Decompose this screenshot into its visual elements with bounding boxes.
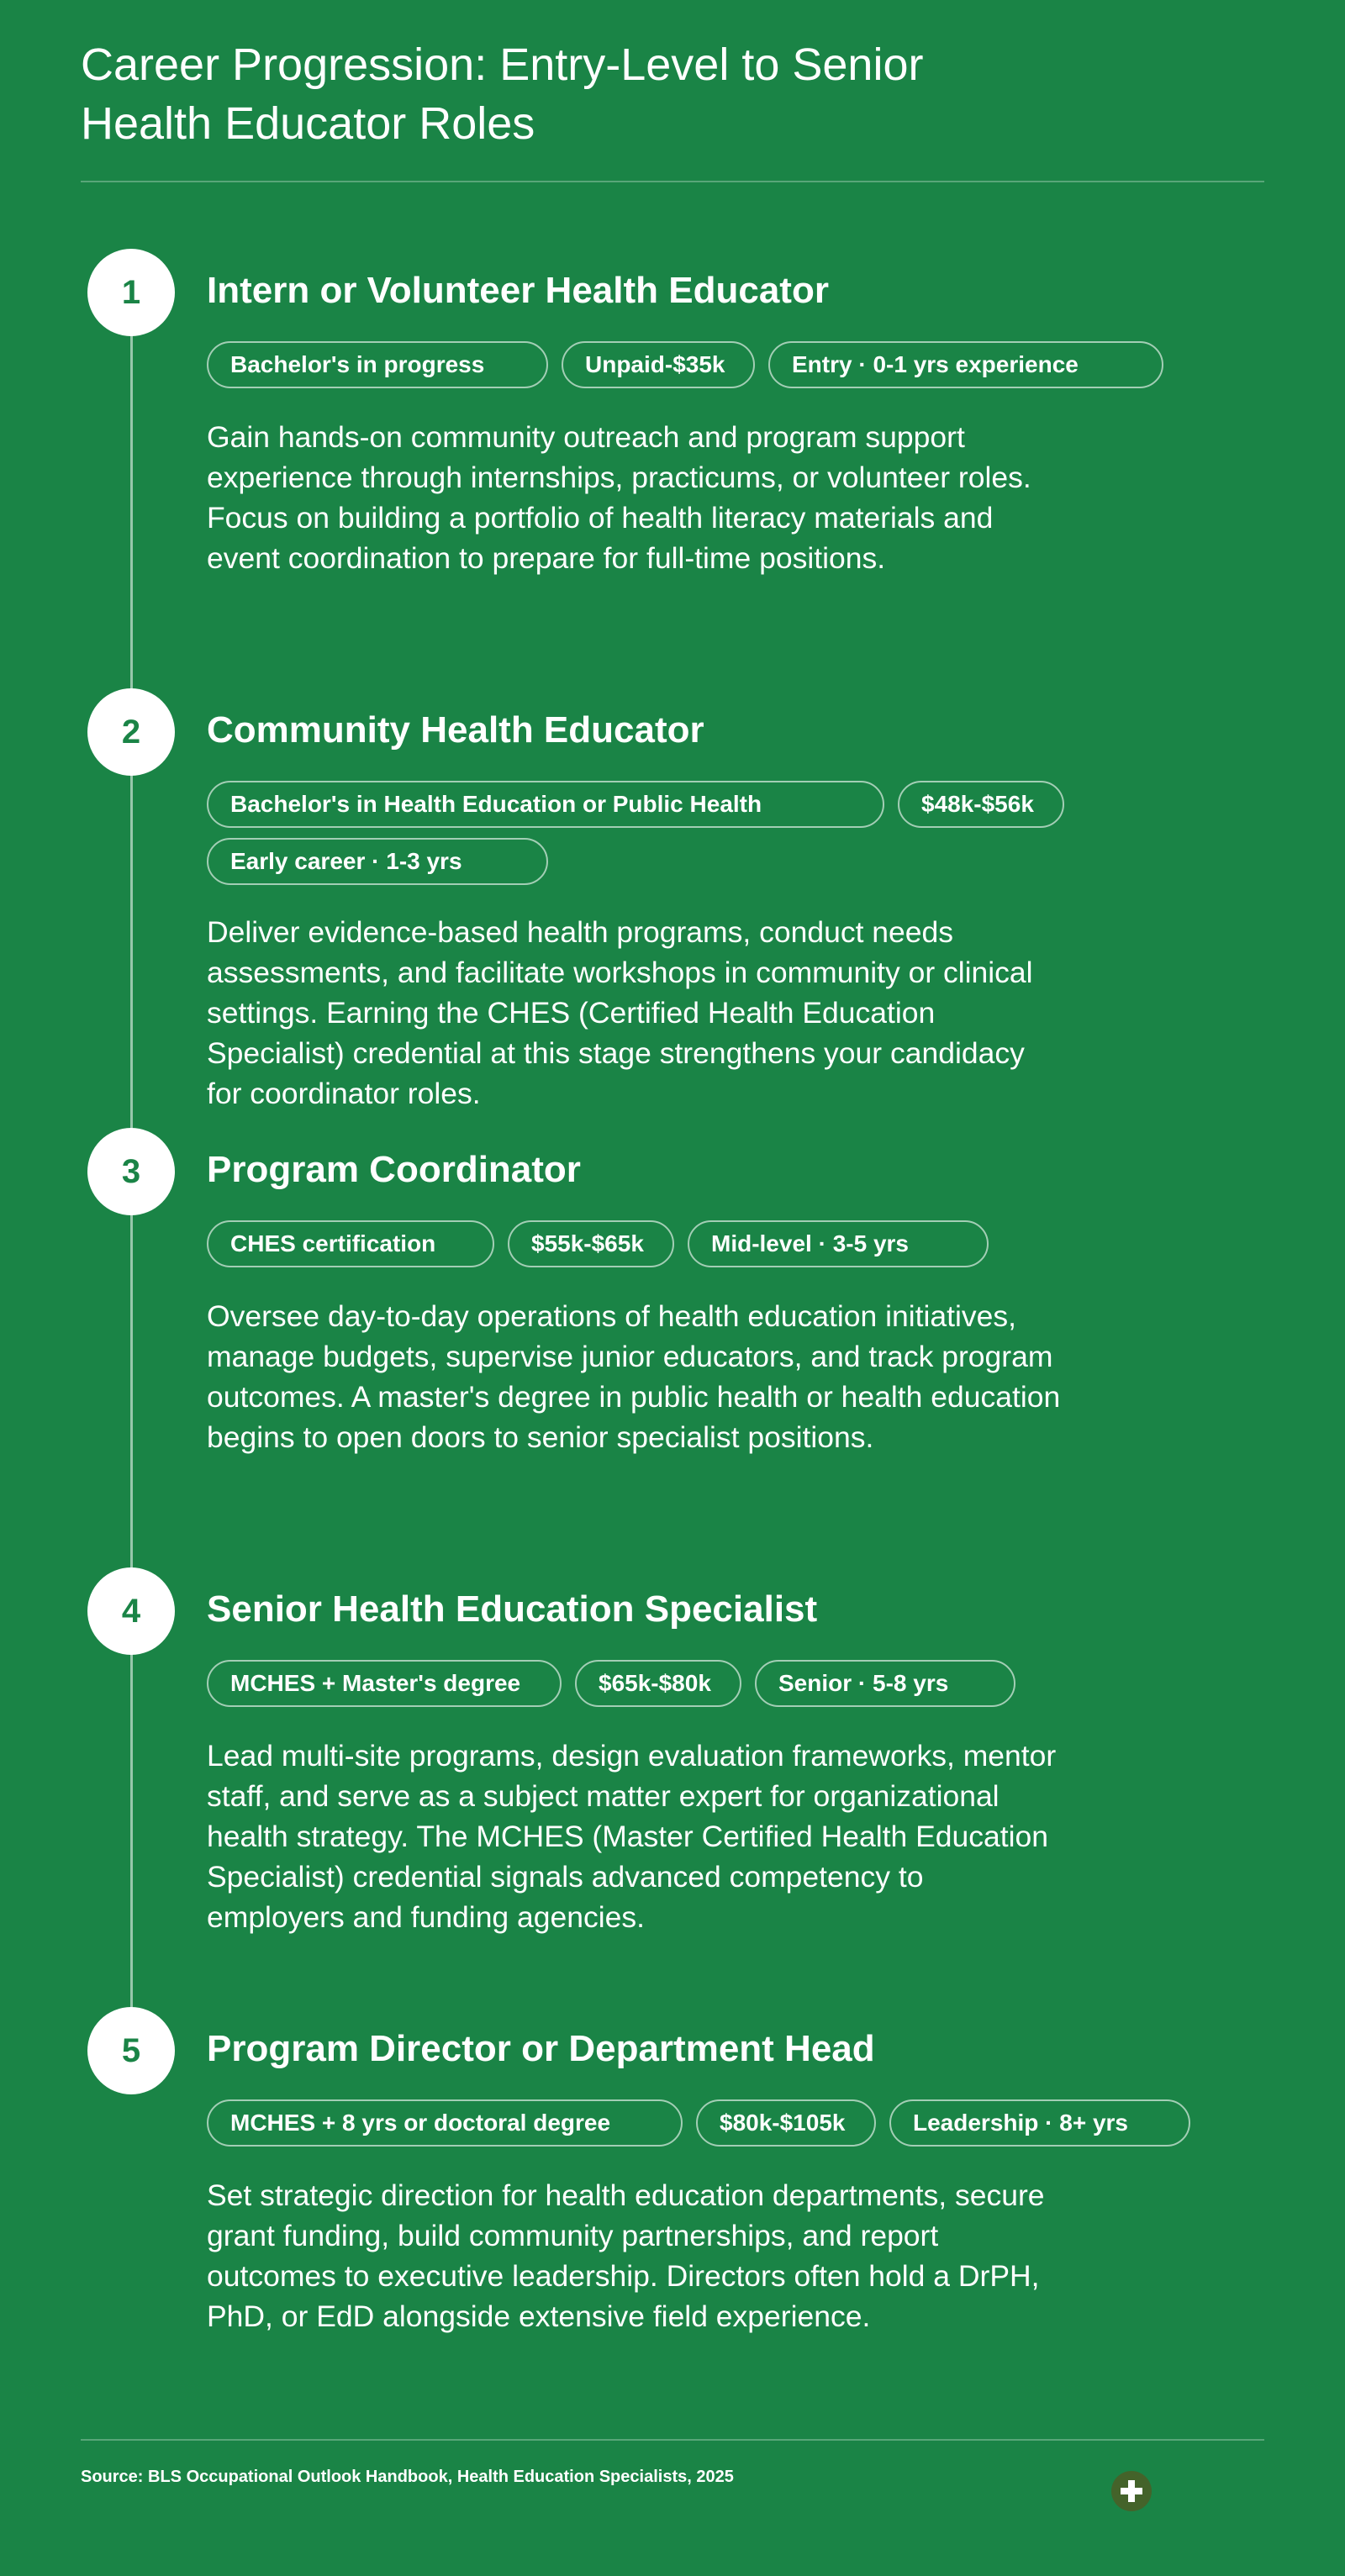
experience-tag: Leadership · 8+ yrs [889,2099,1190,2147]
step-description: Set strategic direction for health education departments, secure grant funding, build community partnerships, and report outcomes to executive leadership. Directors often hold a DrPH, PhD, or EdD alongside extensive field experience. [207,2178,1045,2333]
step-title: Program Director or Department Head [207,2028,875,2069]
step-title: Community Health Educator [207,709,704,751]
step-number-marker: 3 [87,1128,175,1215]
step-number-marker: 5 [87,2007,175,2094]
step-number-marker: 4 [87,1567,175,1655]
salary-tag: $55k-$65k [508,1220,674,1267]
experience-tag: Early career · 1-3 yrs [207,838,548,885]
experience-tag: Senior · 5-8 yrs [755,1660,1015,1707]
salary-tag: $80k-$105k [696,2099,876,2147]
education-tag: Bachelor's in Health Education or Public Health [207,781,884,828]
experience-tag: Entry · 0-1 yrs experience [768,341,1163,388]
education-tag: CHES certification [207,1220,494,1267]
step-tags [207,341,1199,388]
step-title: Program Coordinator [207,1149,581,1190]
step-description: Deliver evidence-based health programs, conduct needs assessments, and facilitate workshops in community or clinical settings. Earning the CHES (Certified Health Education Specialist) credential at this stage strengthens your candidacy for coordinator roles. [207,915,1033,1110]
salary-tag: Unpaid-$35k [562,341,755,388]
step-description: Oversee day-to-day operations of health education initiatives, manage budgets, supervise junior educators, and track program outcomes. A master's degree in public health or health education begins to open doors to senior specialist positions. [207,1299,1061,1454]
step-title: Intern or Volunteer Health Educator [207,270,829,311]
step-description: Lead multi-site programs, design evaluation frameworks, mentor staff, and serve as a subject matter expert for organizational health strategy. The MCHES (Master Certified Health Education Specialist) credential signals advanced competency to employers and funding agencies. [207,1739,1057,1934]
step-tags [207,781,1199,885]
education-tag: MCHES + 8 yrs or doctoral degree [207,2099,683,2147]
education-tag: Bachelor's in progress [207,341,548,388]
source-citation: Source: BLS Occupational Outlook Handbook, Health Education Specialists, 2025 [81,2468,734,2486]
footer-divider [81,2439,1264,2441]
step-number-marker: 1 [87,249,175,336]
medical-cross-icon [1111,2471,1152,2511]
experience-tag: Mid-level · 3-5 yrs [688,1220,989,1267]
step-description: Gain hands-on community outreach and program support experience through internships, practicums, or volunteer roles. Focus on building a portfolio of health literacy materials and event coordination to prepare for full-time positions. [207,420,1031,575]
step-number-marker: 2 [87,688,175,776]
step-tags [207,2099,1199,2147]
step-tags [207,1220,1199,1267]
step-title: Senior Health Education Specialist [207,1588,818,1630]
salary-tag: $48k-$56k [898,781,1064,828]
header-divider [81,181,1264,182]
salary-tag: $65k-$80k [575,1660,741,1707]
page-title: Career Progression: Entry-Level to Senior Health Educator Roles [81,40,924,149]
step-tags [207,1660,1199,1707]
education-tag: MCHES + Master's degree [207,1660,562,1707]
